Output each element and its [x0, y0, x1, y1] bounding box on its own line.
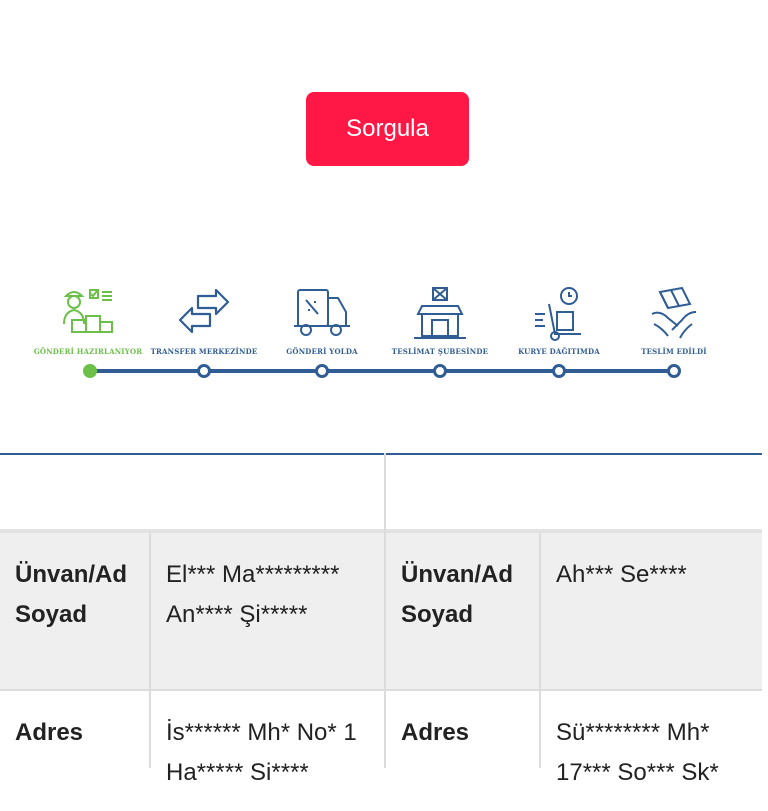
column-divider: [539, 533, 541, 768]
step-dot: [552, 364, 566, 378]
hand-truck-clock-icon: [529, 284, 589, 344]
branch-store-icon: [410, 284, 470, 344]
step-label: KURYE DAĞITIMDA: [518, 347, 600, 356]
step-delivered: [609, 284, 739, 356]
delivery-truck-icon: [292, 284, 352, 344]
step-transfer-center: [139, 284, 269, 356]
progress-track-line: [90, 369, 675, 373]
column-divider: [384, 453, 386, 768]
receiver-name-value: Ah*** Se****: [541, 533, 762, 689]
step-label: GÖNDERİ YOLDA: [286, 347, 358, 356]
step-dot: [667, 364, 681, 378]
step-dot: [315, 364, 329, 378]
step-courier-delivery: [494, 284, 624, 356]
shipment-details-table: [0, 453, 762, 786]
sender-address-label: Adres: [0, 691, 149, 811]
step-dot: [197, 364, 211, 378]
step-preparing: [23, 284, 153, 356]
sender-name-label: Ünvan/Ad Soyad: [0, 533, 149, 689]
query-button[interactable]: Sorgula: [306, 92, 469, 166]
shipment-status-tracker: [0, 284, 768, 384]
step-dot: [433, 364, 447, 378]
step-label: TRANSFER MERKEZİNDE: [150, 347, 258, 356]
step-label: TESLİM EDİLDİ: [641, 347, 707, 356]
table-header-row: [0, 455, 762, 533]
receiver-address-value: Sü******** Mh* 17*** So*** Sk*: [541, 691, 762, 811]
step-on-the-way: [257, 284, 387, 356]
worker-packages-icon: [58, 284, 118, 344]
receiver-name-label: Ünvan/Ad Soyad: [386, 533, 539, 689]
receiver-address-label: Adres: [386, 691, 539, 811]
step-label: GÖNDERİ HAZIRLANIYOR: [33, 347, 143, 356]
step-delivery-branch: [375, 284, 505, 356]
hands-package-icon: [644, 284, 704, 344]
transfer-arrows-icon: [174, 284, 234, 344]
step-dot-active: [83, 364, 97, 378]
sender-name-value: El*** Ma********* An**** Şi*****: [151, 533, 384, 689]
column-divider: [149, 533, 151, 768]
sender-address-value: İs****** Mh* No* 1 Ha***** Si****: [151, 691, 384, 811]
step-label: TESLİMAT ŞUBESİNDE: [391, 347, 489, 356]
